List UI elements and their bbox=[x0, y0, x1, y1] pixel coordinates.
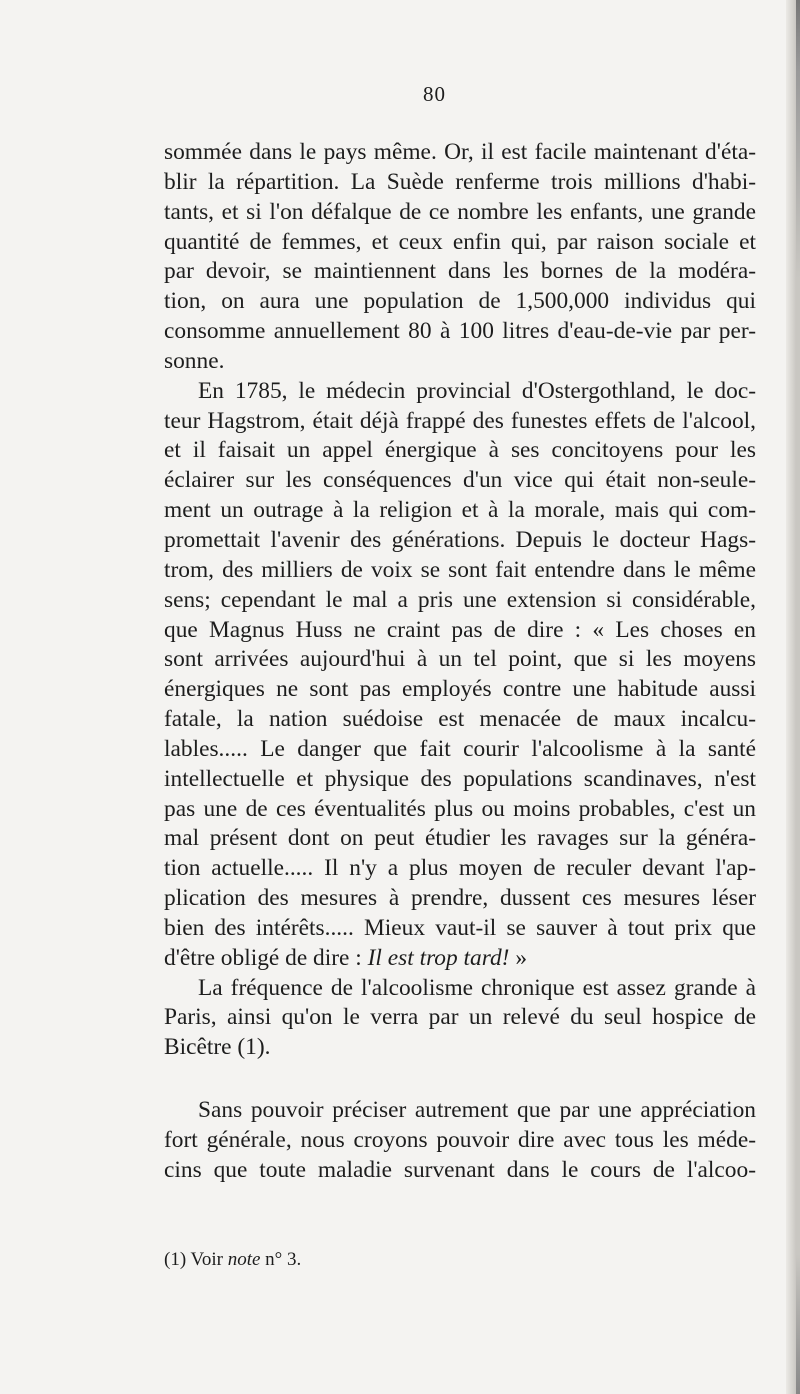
paragraph-gap bbox=[164, 1063, 756, 1096]
text-line: ment un outrage à la religion et à la morale, mais qui com- bbox=[164, 497, 756, 524]
text-line: tants, et si l'on défalque de ce nombre les enfants, une grande bbox=[164, 198, 756, 225]
text-line: mal présent dont on peut étudier les ravages sur la généra- bbox=[164, 825, 756, 852]
text-line: énergiques ne sont pas employés contre une habitude aussi bbox=[164, 676, 756, 703]
emphasis: Il est trop tard! bbox=[367, 944, 510, 971]
text-line: sommée dans le pays même. Or, il est facile maintenant d'éta- bbox=[164, 139, 756, 165]
text-line: promettait l'avenir des générations. Depuis le docteur Hags- bbox=[164, 526, 756, 553]
text-line: Bicêtre (1). bbox=[164, 1034, 271, 1061]
footnote-emphasis: note bbox=[227, 1249, 261, 1270]
text-line: teur Hagstrom, était déjà frappé des funestes effets de l'alcool, bbox=[164, 407, 756, 434]
text-line: plication des mesures à prendre, dussent ces mesures léser bbox=[164, 885, 756, 912]
text-line: sonne. bbox=[164, 347, 225, 374]
text-line: et il faisait un appel énergique à ses concitoyens pour les bbox=[164, 437, 756, 464]
text-line: bien des intérêts..... Mieux vaut-il se sauver à tout prix que bbox=[164, 914, 756, 941]
text-line: trom, des milliers de voix se sont fait entendre dans le même bbox=[164, 556, 756, 583]
text-line: fatale, la nation suédoise est menacée de maux incalcu- bbox=[164, 706, 756, 733]
text-line: pas une de ces éventualités plus ou moins probables, c'est un bbox=[164, 795, 756, 822]
text-line: tion, on aura une population de 1,500,000 individus qui bbox=[164, 288, 756, 315]
page-number: 80 bbox=[423, 82, 446, 106]
text-line: éclairer sur les conséquences d'un vice qui était non-seule- bbox=[164, 467, 756, 494]
text-line: sont arrivées aujourd'hui à un tel point, que si les moyens bbox=[164, 646, 756, 673]
text-line: consomme annuellement 80 à 100 litres d'eau-de-vie par per- bbox=[164, 318, 756, 345]
text-line: La fréquence de l'alcoolisme chronique est assez grande à bbox=[198, 974, 756, 1001]
text-line: cins que toute maladie survenant dans le cours de l'alcoo- bbox=[164, 1156, 756, 1183]
text-line: lables..... Le danger que fait courir l'alcoolisme à la santé bbox=[164, 735, 756, 762]
text-line: sens; cependant le mal a pris une extension si considérable, bbox=[164, 586, 756, 613]
page-edge-shadow bbox=[796, 0, 800, 1394]
text-line: par devoir, se maintiennent dans les bornes de la modéra- bbox=[164, 258, 756, 285]
text-line: Paris, ainsi qu'on le verra par un relevé du seul hospice de bbox=[164, 1004, 756, 1031]
footnote: (1) Voir note n° 3. bbox=[164, 1249, 302, 1270]
text-line: Sans pouvoir préciser autrement que par une appréciation bbox=[198, 1097, 756, 1124]
text-line: d'être obligé de dire : Il est trop tard! » bbox=[164, 944, 528, 971]
text-line: fort générale, nous croyons pouvoir dire avec tous les méde- bbox=[164, 1127, 756, 1153]
body-text bbox=[164, 138, 756, 1186]
text-line: intellectuelle et physique des populations scandinaves, n'est bbox=[164, 765, 756, 792]
text-line: tion actuelle..... Il n'y a plus moyen de reculer devant l'ap- bbox=[164, 855, 756, 882]
text-line: En 1785, le médecin provincial d'Ostergothland, le doc- bbox=[198, 377, 756, 404]
text-line: blir la répartition. La Suède renferme trois millions d'habi- bbox=[164, 168, 756, 195]
text-line: quantité de femmes, et ceux enfin qui, par raison sociale et bbox=[164, 228, 756, 255]
text-line: que Magnus Huss ne craint pas de dire : « Les choses en bbox=[164, 616, 756, 643]
